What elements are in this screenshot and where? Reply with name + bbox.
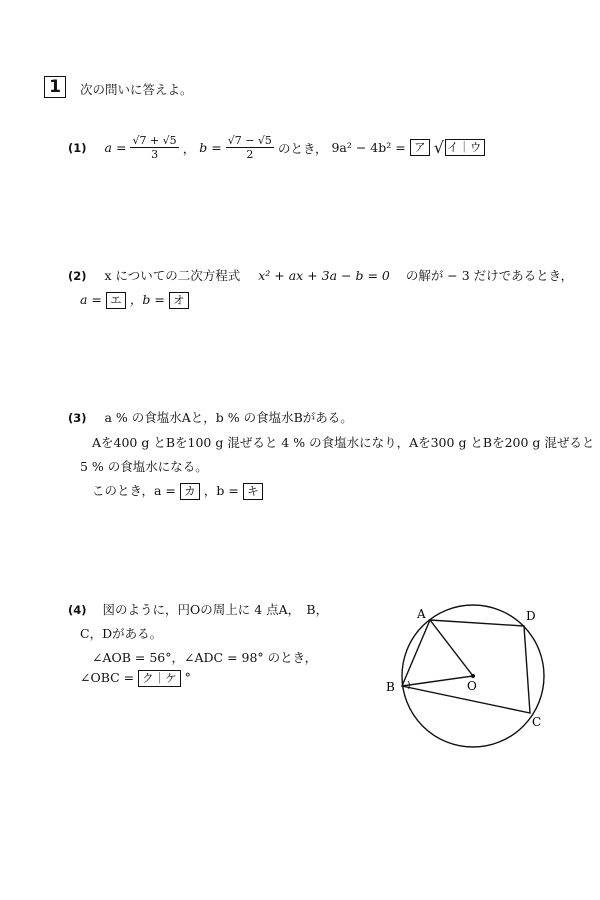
question-1: (1) a = $\frac{√7 + √5}{3}$ ， b = $\frac{√7 - √5}{2}$ のとき， 9a² − 4b² = ア √ イ｜ウ: [68, 134, 485, 161]
q1-b-fraction: [226, 134, 274, 161]
problem-instruction: 次の問いに答えよ。: [80, 82, 193, 97]
answer-box-ka[interactable]: カ: [180, 483, 200, 500]
question-4-line-4: [80, 670, 191, 687]
q1-b-numerator: √7 − √5: [227, 134, 272, 147]
question-3-line-1: [68, 408, 353, 426]
q2-condition: の解が − 3 だけであるとき，: [405, 268, 574, 283]
question-3-line-4: [92, 481, 263, 500]
q4-degree: °: [184, 670, 191, 685]
q4-line2: C，Dがある。: [80, 626, 163, 641]
q1-expression: 9a² − 4b² =: [331, 140, 406, 155]
q3-line3: 5 % の食塩水になる。: [80, 459, 208, 474]
q3-line4-mid: ，b =: [203, 483, 239, 498]
answer-box-iu[interactable]: イ｜ウ: [445, 139, 486, 156]
q2-intro: x についての二次方程式: [104, 268, 241, 283]
q1-a-var: a: [104, 140, 112, 155]
q3-line2: Aを400 g とBを100 g 混ぜると 4 % の食塩水になり，Aを300 g とBを200 g 混ぜると: [92, 435, 595, 450]
question-2-line-2: [80, 290, 189, 309]
q2-equation: x² + ax + 3a − b = 0: [258, 268, 390, 283]
q4-label: (4): [68, 603, 87, 617]
q1-b-var: b: [199, 140, 208, 155]
q2-a-eq: a =: [80, 292, 102, 307]
q1-b-denominator: 2: [246, 148, 254, 161]
label-d: D: [526, 609, 536, 623]
q1-comma: ，: [182, 140, 196, 156]
q4-line4-pre: ∠OBC =: [80, 670, 135, 685]
radii-oa-ob: [402, 620, 473, 686]
center-dot: [471, 674, 475, 678]
label-o: O: [467, 679, 477, 693]
q1-condition: のとき，: [277, 140, 328, 156]
problem-number: 1: [44, 76, 66, 98]
label-b: B: [386, 680, 395, 694]
label-c: C: [532, 715, 542, 729]
question-2-line-1: [68, 266, 573, 284]
q1-a-fraction: [130, 134, 178, 161]
root-sign: √: [433, 138, 444, 157]
q1-a-numerator: √7 + √5: [132, 134, 177, 147]
question-4-line-1: [68, 600, 328, 618]
q2-b-eq: ，b =: [129, 292, 165, 307]
answer-box-e[interactable]: エ: [106, 292, 126, 309]
answer-box-a[interactable]: ア: [410, 139, 430, 156]
q2-label: (2): [68, 269, 87, 283]
answer-box-o[interactable]: オ: [169, 292, 189, 309]
q3-label: (3): [68, 411, 87, 425]
answer-box-ku-ke[interactable]: ク｜ケ: [138, 670, 181, 687]
q3-line4-pre: このとき，a =: [92, 483, 176, 498]
answer-box-ki[interactable]: キ: [243, 483, 263, 500]
q1-label: (1): [68, 140, 87, 155]
q1-a-denominator: 3: [151, 148, 159, 161]
circle-figure: [380, 590, 590, 770]
q4-line3: ∠AOB = 56°，∠ADC = 98° のとき，: [92, 650, 318, 665]
q4-line1: 図のように，円Oの周上に 4 点A， B，: [102, 602, 329, 617]
q3-line1: a % の食塩水Aと，b % の食塩水Bがある。: [104, 410, 353, 425]
label-a: A: [417, 607, 426, 621]
